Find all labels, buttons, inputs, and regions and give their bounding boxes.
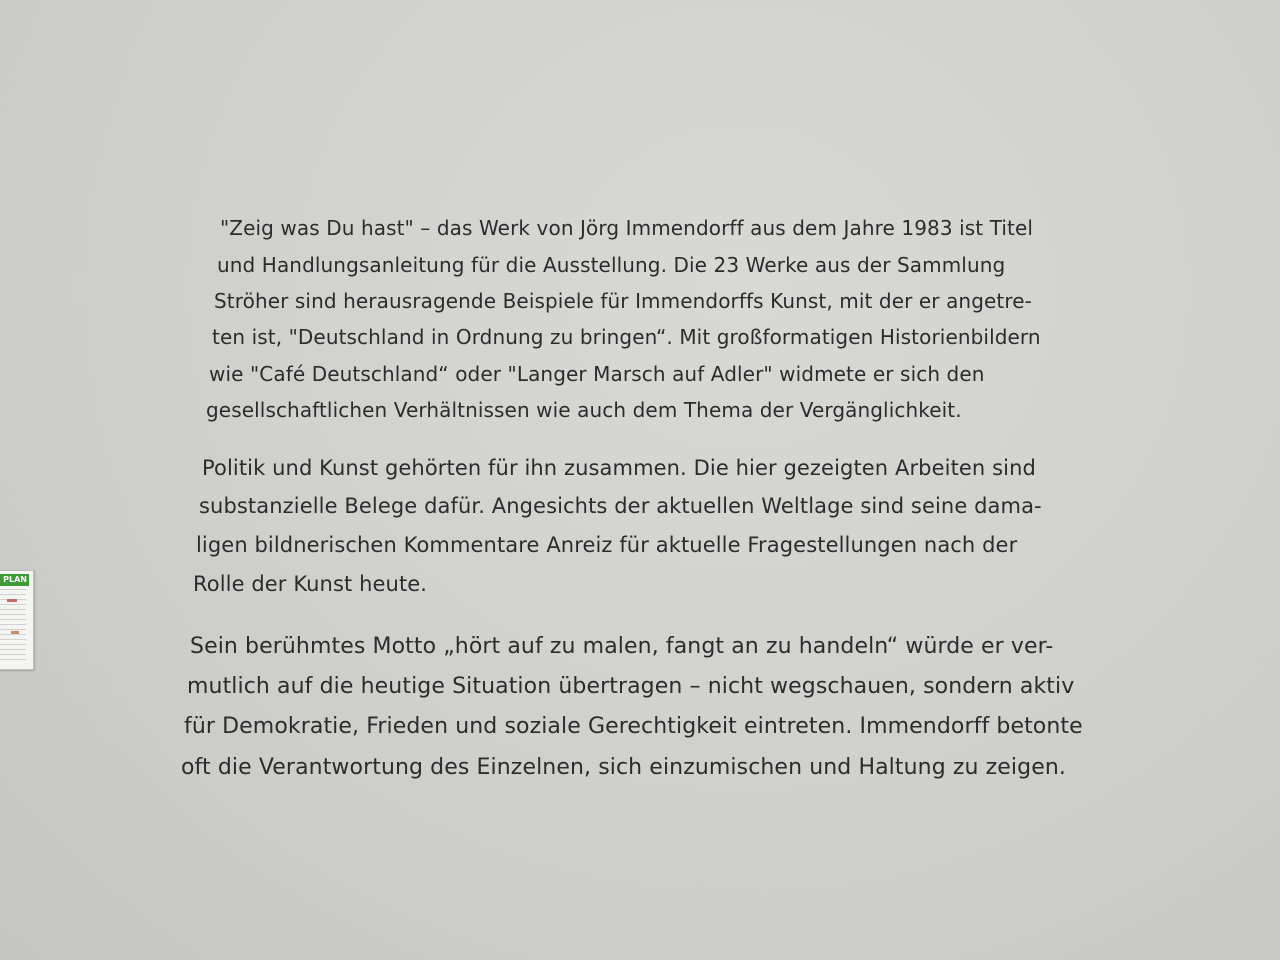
text-line: Ströher sind herausragende Beispiele für Immendorffs Kunst, mit der er angetre- (214, 289, 1032, 313)
text-line: gesellschaftlichen Verhältnissen wie auch dem Thema der Vergänglichkeit. (206, 398, 962, 422)
sign-header: PLAN (0, 574, 29, 586)
text-line: substanzielle Belege dafür. Angesichts der aktuellen Weltlage sind seine dama- (199, 494, 1042, 518)
floor-plan-sign (0, 570, 34, 670)
text-line: Sein berühmtes Motto „hört auf zu malen, fangt an zu handeln“ würde er ver- (190, 634, 1054, 659)
text-line: ten ist, "Deutschland in Ordnung zu bringen“. Mit großformatigen Historienbildern (212, 325, 1041, 349)
text-line: für Demokratie, Frieden und soziale Gerechtigkeit eintreten. Immendorff betonte (184, 714, 1083, 739)
sign-marker (11, 631, 19, 634)
text-line: wie "Café Deutschland“ oder "Langer Marsch auf Adler" widmete er sich den (209, 362, 985, 386)
text-line: ligen bildnerischen Kommentare Anreiz für aktuelle Fragestellungen nach der (196, 533, 1018, 557)
text-line: Politik und Kunst gehörten für ihn zusammen. Die hier gezeigten Arbeiten sind (202, 456, 1036, 480)
sign-marker (7, 599, 17, 602)
text-line: und Handlungsanleitung für die Ausstellung. Die 23 Werke aus der Sammlung (217, 253, 1006, 277)
text-line: Rolle der Kunst heute. (193, 572, 428, 596)
text-line: "Zeig was Du hast" – das Werk von Jörg Immendorff aus dem Jahre 1983 ist Titel (220, 216, 1034, 240)
text-line: mutlich auf die heutige Situation übertragen – nicht wegschauen, sondern aktiv (187, 674, 1075, 699)
text-line: oft die Verantwortung des Einzelnen, sich einzumischen und Haltung zu zeigen. (181, 755, 1066, 780)
